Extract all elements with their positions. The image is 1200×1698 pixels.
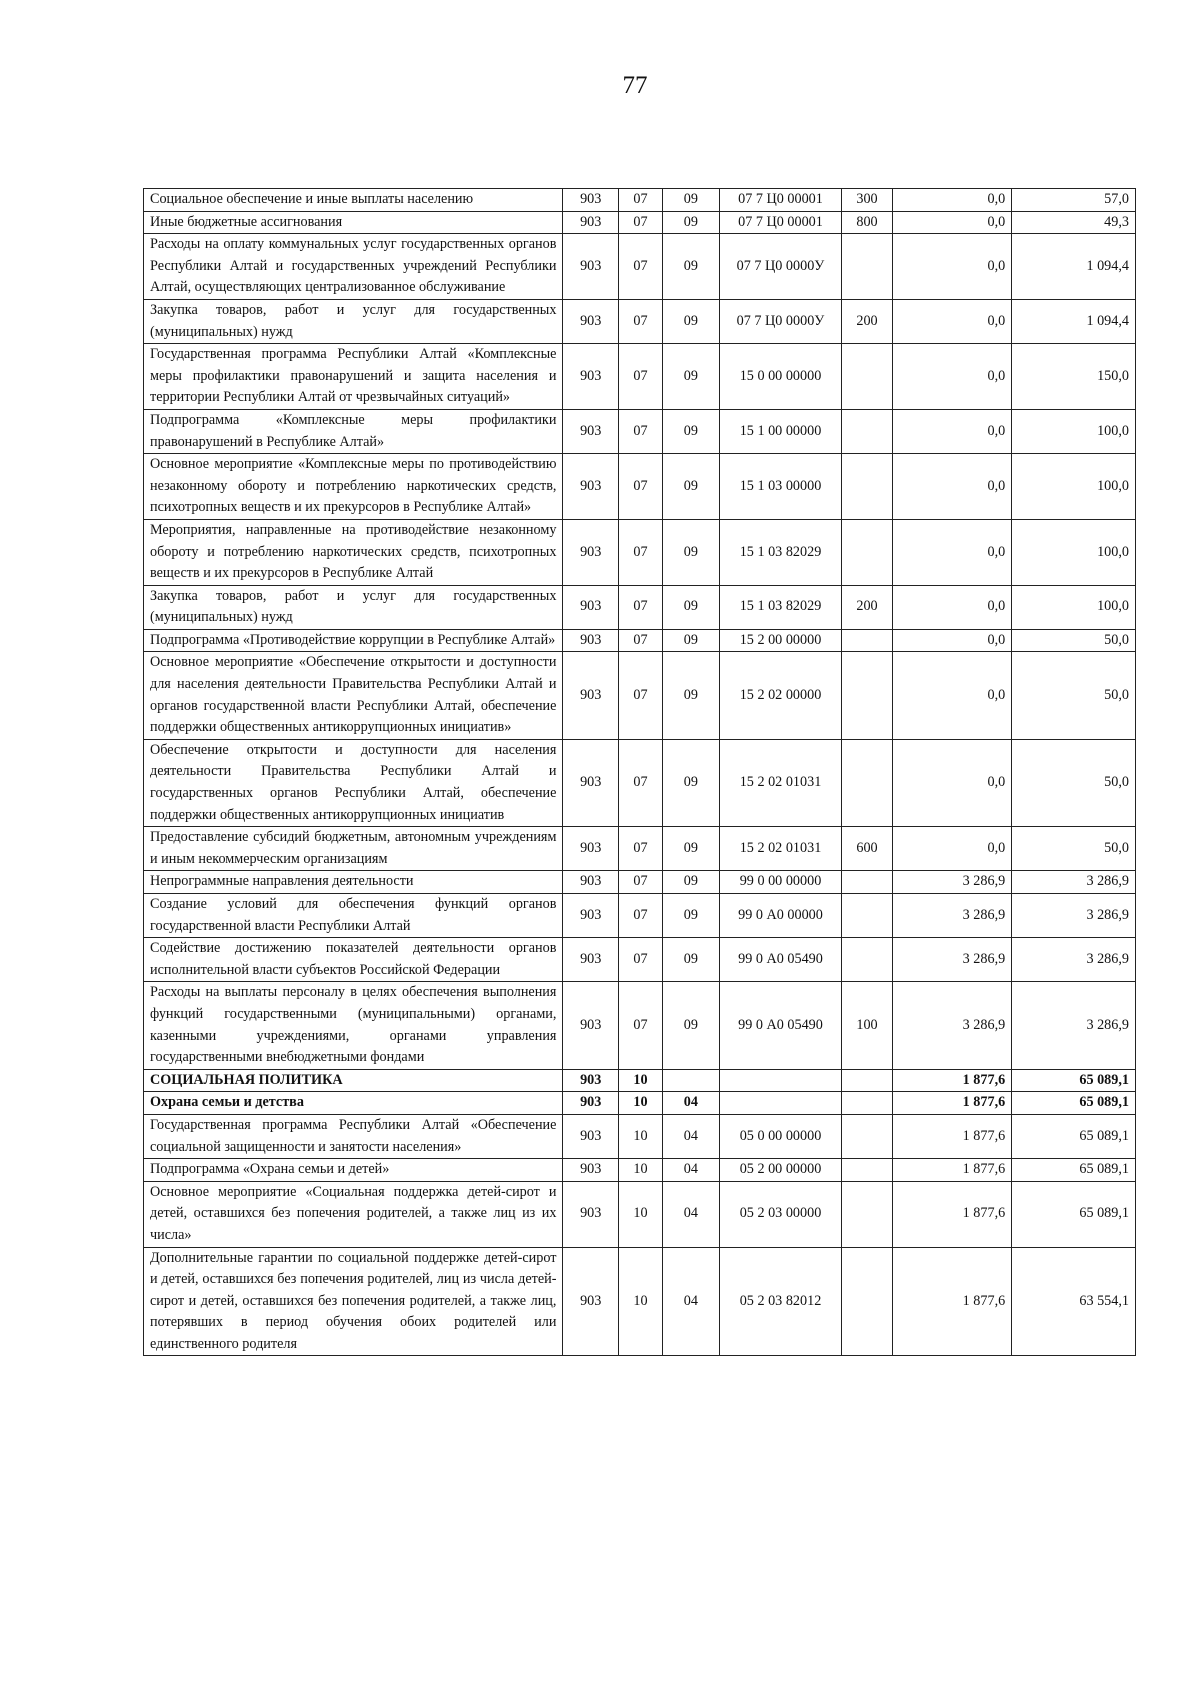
amount-1-cell: 0,0: [892, 189, 1012, 212]
amount-2-cell: 50,0: [1012, 827, 1136, 871]
expense-name-cell: Социальное обеспечение и иные выплаты населению: [144, 189, 563, 212]
expense-name-cell: Основное мероприятие «Социальная поддержка детей-сирот и детей, оставшихся без попечения родителей, а также лиц из их числа»: [144, 1181, 563, 1247]
amount-2-cell: 100,0: [1012, 585, 1136, 629]
grbs-code-cell: 903: [563, 827, 619, 871]
table-row: [144, 1114, 1136, 1158]
expense-name-cell: Мероприятия, направленные на противодействие незаконному обороту и потреблению наркотических средств, психотропных веществ и их прекурсоров в Республике Алтай: [144, 519, 563, 585]
table-row: [144, 982, 1136, 1069]
subsection-code-cell: 09: [663, 739, 720, 826]
expense-name-cell: Создание условий для обеспечения функций органов государственной власти Республики Алтай: [144, 894, 563, 938]
target-article-cell: 99 0 00 00000: [719, 871, 842, 894]
expense-type-cell: 800: [842, 211, 892, 234]
grbs-code-cell: 903: [563, 585, 619, 629]
expense-type-cell: [842, 344, 892, 410]
grbs-code-cell: 903: [563, 1069, 619, 1092]
target-article-cell: 15 2 02 00000: [719, 652, 842, 739]
grbs-code-cell: 903: [563, 211, 619, 234]
expense-name-cell: Основное мероприятие «Комплексные меры по противодействию незаконному обороту и потреблению наркотических средств, психотропных веществ и их прекурсоров в Республике Алтай»: [144, 454, 563, 520]
expense-name-cell: Подпрограмма «Противодействие коррупции в Республике Алтай»: [144, 629, 563, 652]
expense-name-cell: Подпрограмма «Охрана семьи и детей»: [144, 1159, 563, 1182]
amount-2-cell: 65 089,1: [1012, 1181, 1136, 1247]
expense-type-cell: [842, 1181, 892, 1247]
amount-2-cell: 50,0: [1012, 739, 1136, 826]
subsection-code-cell: 04: [663, 1159, 720, 1182]
section-code-cell: 10: [619, 1181, 663, 1247]
amount-1-cell: 0,0: [892, 827, 1012, 871]
amount-1-cell: 1 877,6: [892, 1181, 1012, 1247]
expense-name-cell: Государственная программа Республики Алтай «Комплексные меры профилактики правонарушений и защита населения и территории Республики Алтай от чрезвычайных ситуаций»: [144, 344, 563, 410]
grbs-code-cell: 903: [563, 409, 619, 453]
table-row: [144, 1247, 1136, 1356]
table-row: [144, 739, 1136, 826]
section-code-cell: 07: [619, 585, 663, 629]
section-code-cell: 10: [619, 1092, 663, 1115]
target-article-cell: 15 0 00 00000: [719, 344, 842, 410]
target-article-cell: 15 2 00 00000: [719, 629, 842, 652]
section-code-cell: 10: [619, 1247, 663, 1356]
target-article-cell: 99 0 А0 05490: [719, 938, 842, 982]
amount-1-cell: 3 286,9: [892, 871, 1012, 894]
amount-2-cell: 65 089,1: [1012, 1159, 1136, 1182]
amount-2-cell: 65 089,1: [1012, 1092, 1136, 1115]
amount-1-cell: 1 877,6: [892, 1159, 1012, 1182]
expense-name-cell: Иные бюджетные ассигнования: [144, 211, 563, 234]
amount-2-cell: 1 094,4: [1012, 299, 1136, 343]
expense-type-cell: [842, 871, 892, 894]
table-row: [144, 938, 1136, 982]
target-article-cell: 07 7 Ц0 00001: [719, 211, 842, 234]
table-row: [144, 894, 1136, 938]
expense-name-cell: Расходы на оплату коммунальных услуг государственных органов Республики Алтай и государственных учреждений Республики Алтай, осуществляющих централизованное обслуживание: [144, 234, 563, 300]
expense-type-cell: 200: [842, 299, 892, 343]
expense-type-cell: [842, 938, 892, 982]
table-row: [144, 629, 1136, 652]
subsection-code-cell: 09: [663, 454, 720, 520]
amount-2-cell: 100,0: [1012, 519, 1136, 585]
expense-name-cell: Закупка товаров, работ и услуг для государственных (муниципальных) нужд: [144, 299, 563, 343]
expense-name-cell: Предоставление субсидий бюджетным, автономным учреждениям и иным некоммерческим организациям: [144, 827, 563, 871]
amount-2-cell: 50,0: [1012, 652, 1136, 739]
grbs-code-cell: 903: [563, 739, 619, 826]
amount-1-cell: 0,0: [892, 409, 1012, 453]
amount-1-cell: 3 286,9: [892, 938, 1012, 982]
expense-type-cell: [842, 894, 892, 938]
amount-1-cell: 0,0: [892, 739, 1012, 826]
subsection-code-cell: 09: [663, 894, 720, 938]
grbs-code-cell: 903: [563, 1247, 619, 1356]
expense-type-cell: 100: [842, 982, 892, 1069]
target-article-cell: 15 1 00 00000: [719, 409, 842, 453]
budget-table-body: [144, 189, 1136, 1356]
grbs-code-cell: 903: [563, 454, 619, 520]
amount-2-cell: 1 094,4: [1012, 234, 1136, 300]
expense-type-cell: [842, 1069, 892, 1092]
expense-name-cell: Непрограммные направления деятельности: [144, 871, 563, 894]
section-code-cell: 07: [619, 189, 663, 212]
grbs-code-cell: 903: [563, 652, 619, 739]
table-row: [144, 585, 1136, 629]
target-article-cell: 99 0 А0 05490: [719, 982, 842, 1069]
amount-1-cell: 1 877,6: [892, 1247, 1012, 1356]
amount-1-cell: 1 877,6: [892, 1114, 1012, 1158]
section-code-cell: 10: [619, 1069, 663, 1092]
section-code-cell: 07: [619, 629, 663, 652]
target-article-cell: 15 2 02 01031: [719, 827, 842, 871]
amount-1-cell: 0,0: [892, 454, 1012, 520]
subsection-code-cell: 09: [663, 629, 720, 652]
expense-name-cell: Государственная программа Республики Алтай «Обеспечение социальной защищенности и занятости населения»: [144, 1114, 563, 1158]
section-code-cell: 07: [619, 344, 663, 410]
subsection-code-cell: 09: [663, 234, 720, 300]
target-article-cell: [719, 1069, 842, 1092]
table-row: [144, 827, 1136, 871]
amount-2-cell: 3 286,9: [1012, 894, 1136, 938]
subsection-code-cell: 09: [663, 409, 720, 453]
expense-name-cell: Закупка товаров, работ и услуг для государственных (муниципальных) нужд: [144, 585, 563, 629]
subsection-code-cell: 09: [663, 871, 720, 894]
amount-2-cell: 63 554,1: [1012, 1247, 1136, 1356]
subsection-code-cell: [663, 1069, 720, 1092]
table-row: [144, 234, 1136, 300]
table-row: [144, 1092, 1136, 1115]
section-code-cell: 07: [619, 739, 663, 826]
target-article-cell: 99 0 А0 00000: [719, 894, 842, 938]
subsection-code-cell: 09: [663, 938, 720, 982]
expense-type-cell: [842, 409, 892, 453]
expense-type-cell: 300: [842, 189, 892, 212]
section-code-cell: 07: [619, 519, 663, 585]
amount-2-cell: 100,0: [1012, 454, 1136, 520]
table-row: [144, 189, 1136, 212]
section-code-cell: 07: [619, 982, 663, 1069]
table-row: [144, 1181, 1136, 1247]
expense-type-cell: 200: [842, 585, 892, 629]
section-code-cell: 07: [619, 938, 663, 982]
table-row: [144, 519, 1136, 585]
target-article-cell: 15 1 03 00000: [719, 454, 842, 520]
section-code-cell: 07: [619, 234, 663, 300]
amount-1-cell: 0,0: [892, 585, 1012, 629]
expense-type-cell: [842, 739, 892, 826]
expense-name-cell: СОЦИАЛЬНАЯ ПОЛИТИКА: [144, 1069, 563, 1092]
subsection-code-cell: 09: [663, 585, 720, 629]
target-article-cell: 05 0 00 00000: [719, 1114, 842, 1158]
grbs-code-cell: 903: [563, 938, 619, 982]
expense-type-cell: [842, 1159, 892, 1182]
target-article-cell: 15 1 03 82029: [719, 585, 842, 629]
section-code-cell: 07: [619, 454, 663, 520]
table-row: [144, 1159, 1136, 1182]
expense-name-cell: Подпрограмма «Комплексные меры профилактики правонарушений в Республике Алтай»: [144, 409, 563, 453]
section-code-cell: 07: [619, 299, 663, 343]
expense-type-cell: [842, 652, 892, 739]
amount-1-cell: 0,0: [892, 234, 1012, 300]
subsection-code-cell: 04: [663, 1181, 720, 1247]
grbs-code-cell: 903: [563, 519, 619, 585]
table-row: [144, 652, 1136, 739]
subsection-code-cell: 04: [663, 1247, 720, 1356]
target-article-cell: 07 7 Ц0 0000У: [719, 234, 842, 300]
subsection-code-cell: 09: [663, 827, 720, 871]
grbs-code-cell: 903: [563, 1159, 619, 1182]
section-code-cell: 07: [619, 894, 663, 938]
expense-name-cell: Основное мероприятие «Обеспечение открытости и доступности для населения деятельности Правительства Республики Алтай и органов государственной власти Республики Алтай, обеспечение поддержки общественных антикоррупционных инициатив»: [144, 652, 563, 739]
amount-1-cell: 0,0: [892, 629, 1012, 652]
expense-type-cell: [842, 1092, 892, 1115]
amount-1-cell: 3 286,9: [892, 982, 1012, 1069]
grbs-code-cell: 903: [563, 344, 619, 410]
grbs-code-cell: 903: [563, 1114, 619, 1158]
table-row: [144, 211, 1136, 234]
section-code-cell: 07: [619, 871, 663, 894]
amount-1-cell: 1 877,6: [892, 1069, 1012, 1092]
target-article-cell: [719, 1092, 842, 1115]
target-article-cell: 05 2 03 00000: [719, 1181, 842, 1247]
expense-type-cell: 600: [842, 827, 892, 871]
subsection-code-cell: 09: [663, 652, 720, 739]
table-row: [144, 454, 1136, 520]
amount-2-cell: 65 089,1: [1012, 1069, 1136, 1092]
section-code-cell: 07: [619, 211, 663, 234]
amount-2-cell: 65 089,1: [1012, 1114, 1136, 1158]
expense-name-cell: Расходы на выплаты персоналу в целях обеспечения выполнения функций государственными (муниципальными) органами, казенными учреждениями, органами управления государственными внебюджетными фондами: [144, 982, 563, 1069]
amount-2-cell: 150,0: [1012, 344, 1136, 410]
table-row: [144, 409, 1136, 453]
expense-type-cell: [842, 629, 892, 652]
subsection-code-cell: 04: [663, 1092, 720, 1115]
expense-type-cell: [842, 519, 892, 585]
subsection-code-cell: 09: [663, 299, 720, 343]
subsection-code-cell: 09: [663, 344, 720, 410]
target-article-cell: 05 2 00 00000: [719, 1159, 842, 1182]
grbs-code-cell: 903: [563, 894, 619, 938]
table-row: [144, 299, 1136, 343]
amount-1-cell: 0,0: [892, 211, 1012, 234]
target-article-cell: 15 1 03 82029: [719, 519, 842, 585]
subsection-code-cell: 09: [663, 982, 720, 1069]
amount-2-cell: 49,3: [1012, 211, 1136, 234]
table-row: [144, 344, 1136, 410]
expense-name-cell: Содействие достижению показателей деятельности органов исполнительной власти субъектов Российской Федерации: [144, 938, 563, 982]
amount-1-cell: 0,0: [892, 299, 1012, 343]
target-article-cell: 15 2 02 01031: [719, 739, 842, 826]
target-article-cell: 07 7 Ц0 0000У: [719, 299, 842, 343]
page-number: 77: [622, 72, 648, 99]
amount-1-cell: 1 877,6: [892, 1092, 1012, 1115]
amount-1-cell: 0,0: [892, 344, 1012, 410]
amount-2-cell: 100,0: [1012, 409, 1136, 453]
expense-type-cell: [842, 454, 892, 520]
grbs-code-cell: 903: [563, 234, 619, 300]
amount-2-cell: 3 286,9: [1012, 871, 1136, 894]
grbs-code-cell: 903: [563, 299, 619, 343]
table-row: [144, 1069, 1136, 1092]
subsection-code-cell: 04: [663, 1114, 720, 1158]
expense-name-cell: Обеспечение открытости и доступности для населения деятельности Правительства Республики Алтай и государственных органов Республики Алтай, обеспечение поддержки общественных антикоррупционных инициатив: [144, 739, 563, 826]
expense-type-cell: [842, 234, 892, 300]
expense-name-cell: Охрана семьи и детства: [144, 1092, 563, 1115]
grbs-code-cell: 903: [563, 1092, 619, 1115]
table-row: [144, 871, 1136, 894]
amount-2-cell: 50,0: [1012, 629, 1136, 652]
section-code-cell: 10: [619, 1159, 663, 1182]
grbs-code-cell: 903: [563, 1181, 619, 1247]
amount-1-cell: 0,0: [892, 519, 1012, 585]
grbs-code-cell: 903: [563, 982, 619, 1069]
grbs-code-cell: 903: [563, 629, 619, 652]
subsection-code-cell: 09: [663, 211, 720, 234]
amount-2-cell: 3 286,9: [1012, 982, 1136, 1069]
section-code-cell: 07: [619, 827, 663, 871]
section-code-cell: 10: [619, 1114, 663, 1158]
amount-1-cell: 0,0: [892, 652, 1012, 739]
section-code-cell: 07: [619, 652, 663, 739]
target-article-cell: 05 2 03 82012: [719, 1247, 842, 1356]
expense-type-cell: [842, 1247, 892, 1356]
target-article-cell: 07 7 Ц0 00001: [719, 189, 842, 212]
expense-type-cell: [842, 1114, 892, 1158]
amount-1-cell: 3 286,9: [892, 894, 1012, 938]
amount-2-cell: 3 286,9: [1012, 938, 1136, 982]
section-code-cell: 07: [619, 409, 663, 453]
subsection-code-cell: 09: [663, 519, 720, 585]
amount-2-cell: 57,0: [1012, 189, 1136, 212]
budget-table: [143, 188, 1136, 1356]
grbs-code-cell: 903: [563, 871, 619, 894]
expense-name-cell: Дополнительные гарантии по социальной поддержке детей-сирот и детей, оставшихся без попечения родителей, лиц из числа детей-сирот и детей, оставшихся без попечения родителей, а также лиц, потерявших в период обучения обоих родителей или единственного родителя: [144, 1247, 563, 1356]
grbs-code-cell: 903: [563, 189, 619, 212]
subsection-code-cell: 09: [663, 189, 720, 212]
